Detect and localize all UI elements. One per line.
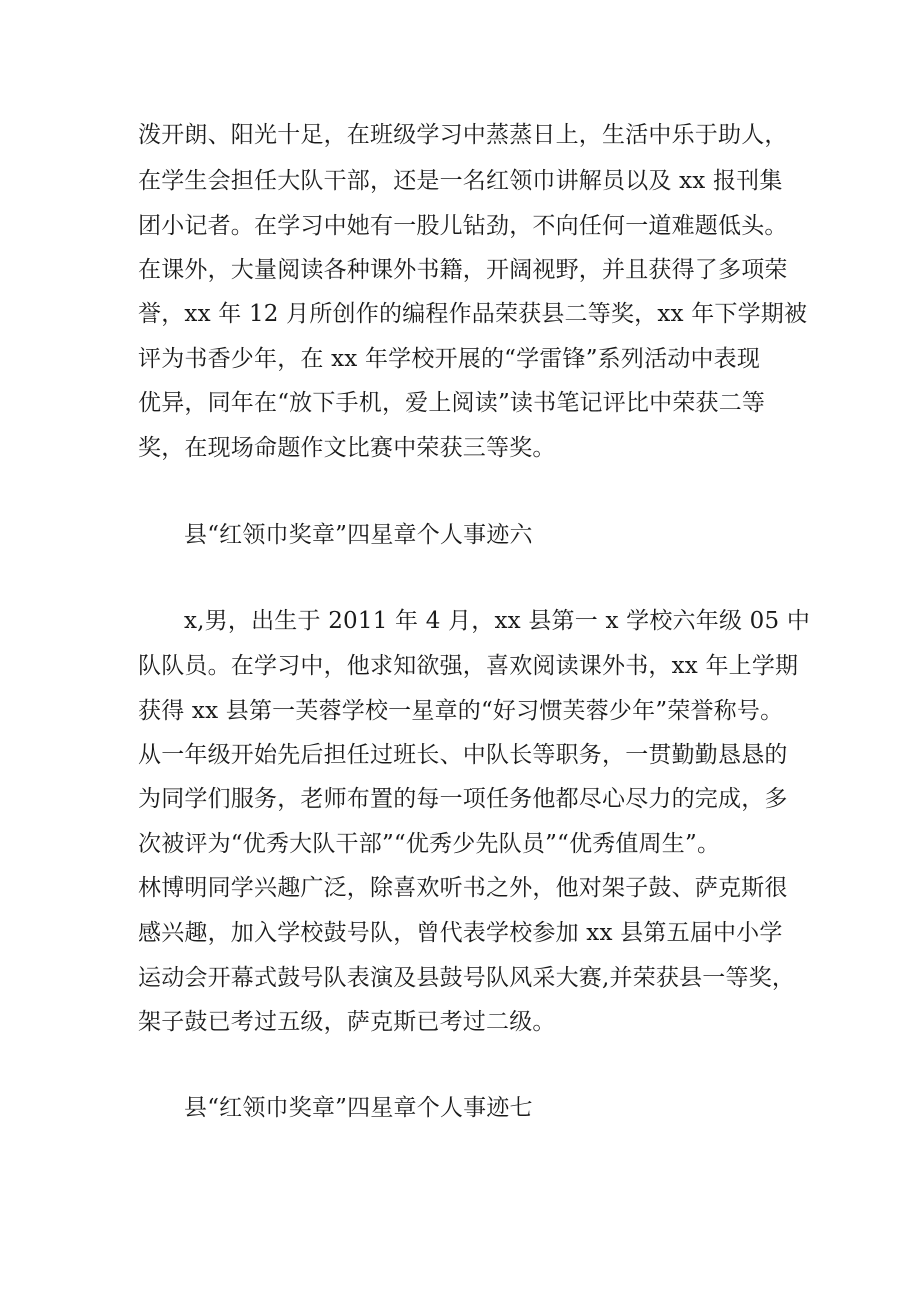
text-line: 团小记者。在学习中她有一股儿钻劲，不向任何一道难题低头。 [138, 213, 788, 239]
text-line: 誉，xx 年 12 月所创作的编程作品荣获县二等奖，xx 年下学期被 [138, 301, 808, 327]
text-line: 在学生会担任大队干部，还是一名红领巾讲解员以及 xx 报刊集 [138, 168, 783, 194]
text-line: 评为书香少年，在 xx 年学校开展的“学雷锋”系列活动中表现 [138, 346, 761, 372]
section-heading: 县“红领巾奖章”四星章个人事迹六 [184, 522, 533, 548]
text-line: 林博明同学兴趣广泛，除喜欢听书之外，他对架子鼓、萨克斯很 [138, 875, 788, 901]
text-line: 队队员。在学习中，他求知欲强，喜欢阅读课外书，xx 年上学期 [138, 653, 799, 679]
text-line: 架子鼓已考过五级，萨克斯已考过二级。 [138, 1009, 556, 1035]
text-line: 感兴趣，加入学校鼓号队，曾代表学校参加 xx 县第五届中小学 [138, 920, 783, 946]
text-line: x,男，出生于 2011 年 4 月，xx 县第一 x 学校六年级 05 中 [184, 608, 811, 634]
text-line: 在课外，大量阅读各种课外书籍，开阔视野，并且获得了多项荣 [138, 257, 788, 283]
text-line: 奖，在现场命题作文比赛中荣获三等奖。 [138, 435, 556, 461]
section-heading: 县“红领巾奖章”四星章个人事迹七 [184, 1095, 533, 1121]
text-line: 优异，同年在“放下手机，爱上阅读”读书笔记评比中荣获二等 [138, 390, 766, 416]
text-line: 从一年级开始先后担任过班长、中队长等职务，一贯勤勤恳恳的 [138, 742, 788, 768]
text-line: 为同学们服务，老师布置的每一项任务他都尽心尽力的完成，多 [138, 786, 788, 812]
text-line: 泼开朗、阳光十足，在班级学习中蒸蒸日上，生活中乐于助人， [138, 122, 788, 148]
text-line: 获得 xx 县第一芙蓉学校一星章的“好习惯芙蓉少年”荣誉称号。 [138, 698, 784, 724]
text-line: 运动会开幕式鼓号队表演及县鼓号队风采大赛,并荣获县一等奖， [138, 965, 796, 991]
text-line: 次被评为“优秀大队干部”“优秀少先队员”“优秀值周生”。 [138, 831, 721, 857]
